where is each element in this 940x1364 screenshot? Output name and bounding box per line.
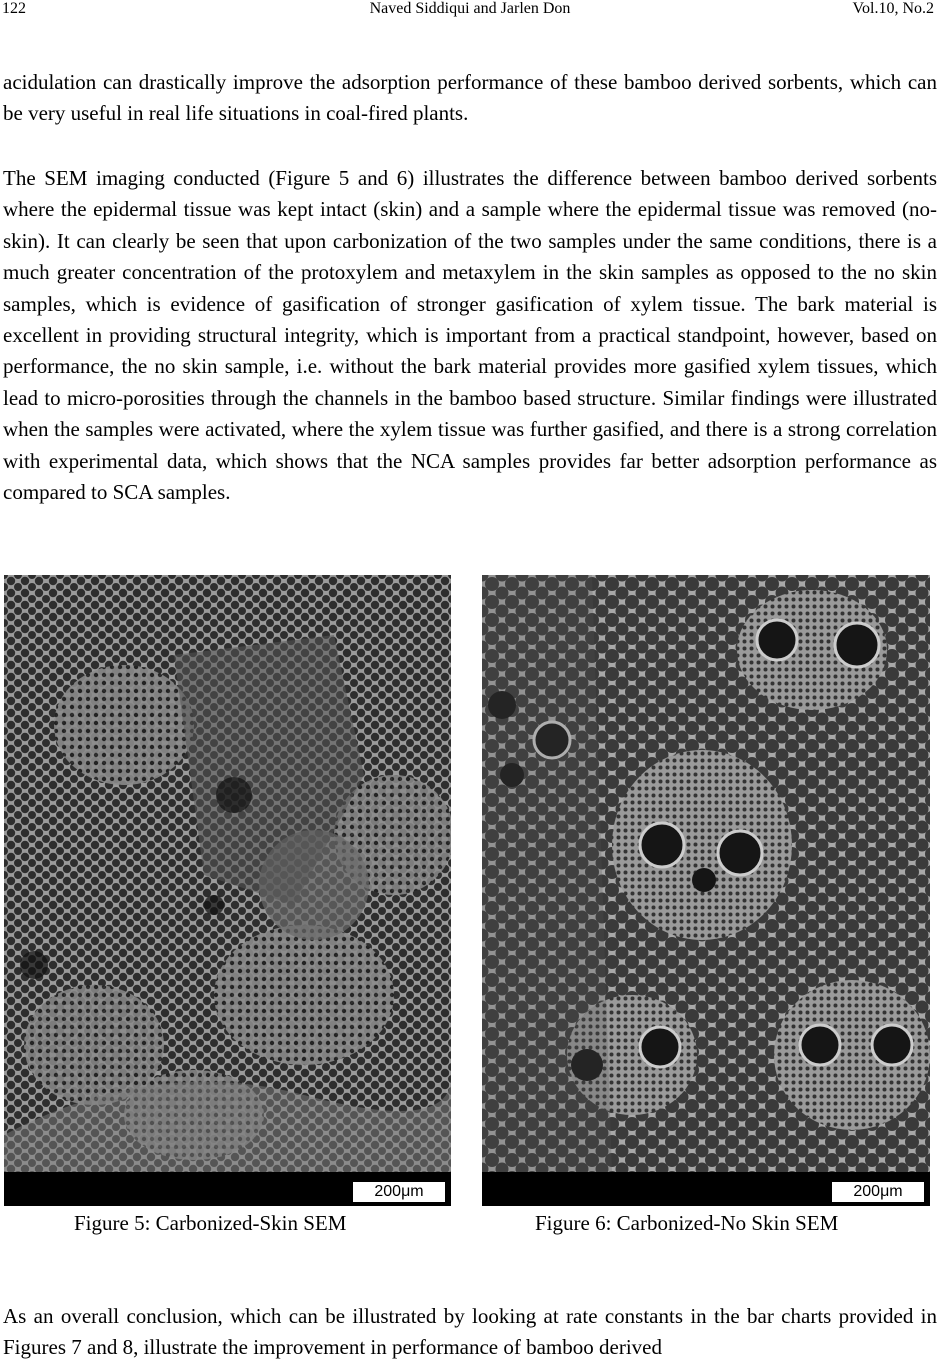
figure-6-sem-image	[482, 575, 930, 1206]
figure-6-caption: Figure 6: Carbonized-No Skin SEM	[535, 1211, 839, 1235]
sem-micrograph-no-skin	[482, 575, 930, 1172]
scale-bar: 200μm	[832, 1182, 924, 1202]
figure-5-caption: Figure 5: Carbonized-Skin SEM	[74, 1211, 347, 1235]
figure-5-sem-image	[4, 575, 451, 1206]
page-number: 122	[2, 0, 26, 17]
paragraph-intro: acidulation can drastically improve the adsorption performance of these bamboo derived sorbents, which can be very useful in real life situations in coal-fired plants.	[3, 70, 937, 126]
vascular-bundle-2	[612, 750, 792, 940]
sem-micrograph-skin	[4, 575, 451, 1172]
running-authors: Naved Siddiqui and Jarlen Don	[369, 0, 571, 17]
vascular-bundle-3	[774, 980, 930, 1130]
volume-info: Vol.10, No.2	[852, 0, 934, 17]
page-header	[0, 0, 940, 24]
paragraph-conclusion: As an overall conclusion, which can be illustrated by looking at rate constants in the bar charts provided in Figures 7 and 8, illustrate the improvement in performance of bamboo derived	[3, 1304, 937, 1360]
vascular-bundle-1	[737, 590, 887, 710]
scale-bar: 200μm	[353, 1182, 445, 1202]
paragraph-sem-discussion: The SEM imaging conducted (Figure 5 and 6) illustrates the difference between bamboo derived sorbents where the epidermal tissue was kept intact (skin) and a sample where the epidermal tissue was removed (no-skin). It can clearly be seen that upon carbonization of the two samples under the same conditions, there is a much greater concentration of the protoxylem and metaxylem in the skin samples as opposed to the no skin samples, which is evidence of gasification of stronger gasification of xylem tissue. The bark material is excellent in providing structural integrity, which is important from a practical standpoint, however, based on performance, the no skin sample, i.e. without the bark material provides more gasified xylem tissues, which lead to micro-porosities through the channels in the bamboo based structure. Similar findings were illustrated when the samples were activated, where the xylem tissue was further gasified, and there is a strong correlation with experimental data, which shows that the NCA samples provides far better adsorption performance as compared to SCA samples.	[3, 166, 937, 505]
